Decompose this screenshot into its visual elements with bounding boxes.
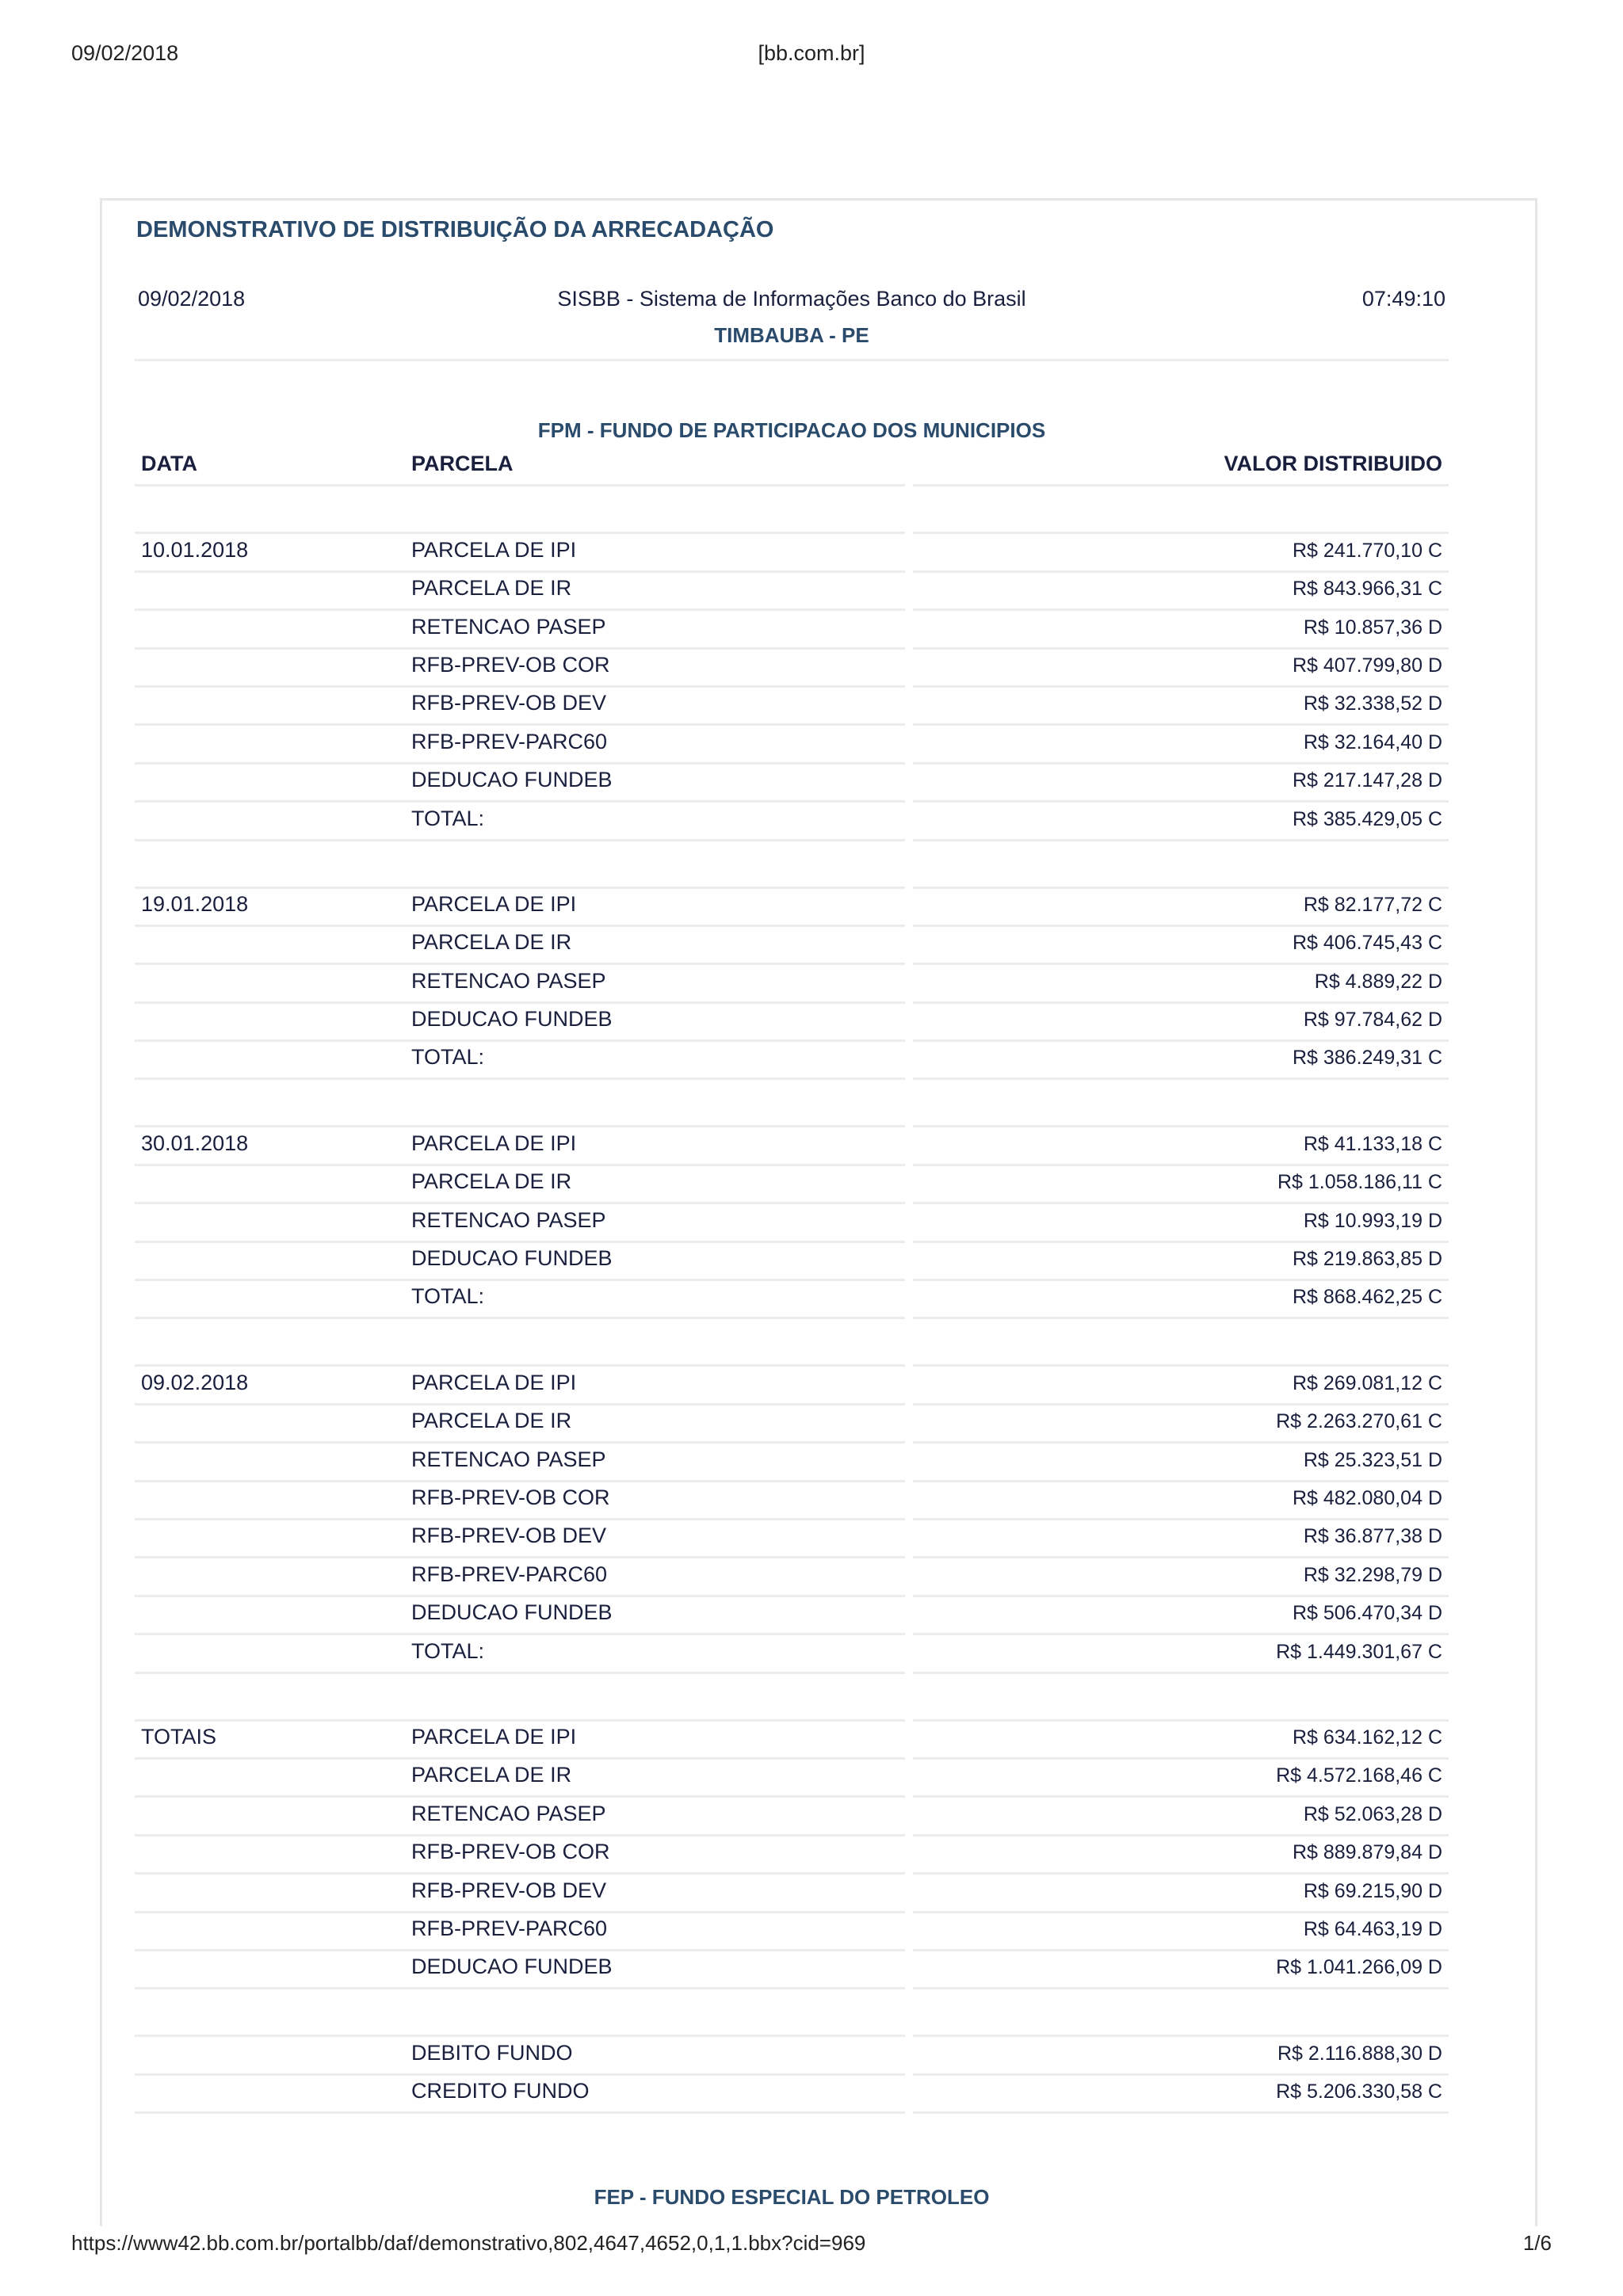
row-valor: R$ 889.879,84 D <box>1292 1841 1442 1864</box>
row-date: 10.01.2018 <box>141 537 249 562</box>
row-valor: R$ 52.063,28 D <box>1303 1802 1442 1825</box>
row-parcela: DEDUCAO FUNDEB <box>411 1600 613 1625</box>
row-valor: R$ 32.298,79 D <box>1303 1563 1442 1586</box>
row-parcela: RETENCAO PASEP <box>411 1207 606 1232</box>
row-parcela: DEDUCAO FUNDEB <box>411 1955 613 1979</box>
municipio-name: TIMBAUBA - PE <box>714 323 869 347</box>
table-row <box>135 1913 1449 1951</box>
table-row <box>135 1281 1449 1319</box>
row-valor: R$ 69.215,90 D <box>1303 1879 1442 1902</box>
row-parcela: RETENCAO PASEP <box>411 1447 606 1471</box>
row-valor: R$ 1.058.186,11 C <box>1277 1171 1442 1194</box>
row-parcela: RETENCAO PASEP <box>411 1801 606 1825</box>
table-header <box>135 448 1449 486</box>
table-row <box>135 1635 1449 1673</box>
row-parcela: PARCELA DE IPI <box>411 1370 577 1394</box>
row-valor: R$ 41.133,18 C <box>1303 1132 1442 1155</box>
row-valor: R$ 97.784,62 D <box>1303 1009 1442 1032</box>
table-row <box>135 1444 1449 1482</box>
print-url: https://www42.bb.com.br/portalbb/daf/demonstrativo,802,4647,4652,0,1,1.bbx?cid=969 <box>71 2231 866 2255</box>
table-row <box>135 965 1449 1003</box>
table-row <box>135 1760 1449 1798</box>
row-parcela: RFB-PREV-OB DEV <box>411 691 607 715</box>
row-valor: R$ 25.323,51 D <box>1303 1448 1442 1471</box>
row-valor: R$ 64.463,19 D <box>1303 1917 1442 1940</box>
row-parcela: RFB-PREV-OB COR <box>411 1840 610 1864</box>
table-row <box>135 1204 1449 1242</box>
table-row <box>135 927 1449 965</box>
fep-section-title: FEP - FUNDO ESPECIAL DO PETROLEO <box>594 2185 990 2209</box>
row-parcela: DEDUCAO FUNDEB <box>411 1246 613 1271</box>
row-parcela: TOTAL: <box>411 1638 485 1663</box>
row-parcela: TOTAL: <box>411 1284 485 1309</box>
table-row <box>135 765 1449 803</box>
table-row <box>135 1367 1449 1405</box>
row-parcela: RFB-PREV-PARC60 <box>411 729 608 753</box>
print-site: [bb.com.br] <box>758 41 865 65</box>
row-valor: R$ 407.799,80 D <box>1292 654 1442 677</box>
row-parcela: RFB-PREV-OB COR <box>411 1485 610 1509</box>
row-parcela: DEDUCAO FUNDEB <box>411 1007 613 1032</box>
print-header <box>71 41 1552 70</box>
group-spacer <box>135 1674 1449 1722</box>
row-valor: R$ 217.147,28 D <box>1292 769 1442 792</box>
group-spacer <box>135 1319 1449 1367</box>
row-valor: R$ 2.116.888,30 D <box>1277 2042 1442 2065</box>
row-parcela: PARCELA DE IR <box>411 1763 572 1787</box>
row-parcela: DEDUCAO FUNDEB <box>411 768 613 792</box>
row-valor: R$ 386.249,31 C <box>1292 1047 1442 1070</box>
group-spacer <box>135 1989 1449 2037</box>
row-parcela: PARCELA DE IR <box>411 930 572 955</box>
print-page: 1/6 <box>1522 2231 1552 2255</box>
row-valor: R$ 4.889,22 D <box>1314 970 1442 993</box>
row-valor: R$ 406.745,43 C <box>1292 932 1442 955</box>
table-row <box>135 534 1449 572</box>
row-parcela: CREDITO FUNDO <box>411 2079 590 2103</box>
table-row <box>135 726 1449 764</box>
table-row <box>135 650 1449 688</box>
table-row <box>135 803 1449 841</box>
row-parcela: RETENCAO PASEP <box>411 968 606 993</box>
table-row <box>135 1042 1449 1080</box>
table-row <box>135 1166 1449 1204</box>
table-row <box>135 1520 1449 1558</box>
row-valor: R$ 219.863,85 D <box>1292 1248 1442 1271</box>
row-date: TOTAIS <box>141 1724 217 1749</box>
row-valor: R$ 269.081,12 C <box>1292 1371 1442 1394</box>
row-parcela: RFB-PREV-OB DEV <box>411 1524 607 1548</box>
table-row <box>135 2037 1449 2075</box>
table-row <box>135 1875 1449 1913</box>
row-parcela: PARCELA DE IPI <box>411 537 577 562</box>
row-date: 30.01.2018 <box>141 1131 249 1155</box>
header-parcela: PARCELA <box>411 452 514 476</box>
row-parcela: RFB-PREV-PARC60 <box>411 1562 608 1586</box>
row-date: 19.01.2018 <box>141 891 249 916</box>
row-valor: R$ 482.080,04 D <box>1292 1486 1442 1509</box>
row-valor: R$ 2.263.270,61 C <box>1276 1410 1442 1433</box>
group-spacer <box>135 1080 1449 1127</box>
row-parcela: TOTAL: <box>411 806 485 830</box>
row-parcela: RFB-PREV-OB DEV <box>411 1878 607 1902</box>
report-system: SISBB - Sistema de Informações Banco do Brasil <box>557 287 1026 311</box>
print-date: 09/02/2018 <box>71 41 179 65</box>
table-row <box>135 889 1449 927</box>
table-row <box>135 573 1449 611</box>
table-row <box>135 1558 1449 1596</box>
row-valor: R$ 82.177,72 C <box>1303 893 1442 916</box>
row-valor: R$ 32.338,52 D <box>1303 692 1442 715</box>
fpm-table <box>135 448 1449 2114</box>
row-valor: R$ 5.206.330,58 C <box>1276 2081 1442 2103</box>
table-row <box>135 1798 1449 1836</box>
header-data: DATA <box>141 452 197 476</box>
table-row <box>135 611 1449 649</box>
row-valor: R$ 385.429,05 C <box>1292 807 1442 830</box>
row-valor: R$ 1.041.266,09 D <box>1276 1956 1442 1979</box>
row-parcela: RETENCAO PASEP <box>411 614 606 639</box>
row-valor: R$ 843.966,31 C <box>1292 578 1442 601</box>
table-row <box>135 1836 1449 1875</box>
row-valor: R$ 10.857,36 D <box>1303 616 1442 639</box>
row-parcela: PARCELA DE IR <box>411 576 572 601</box>
group-spacer <box>135 841 1449 889</box>
row-valor: R$ 868.462,25 C <box>1292 1286 1442 1309</box>
table-row <box>135 1482 1449 1520</box>
row-parcela: RFB-PREV-PARC60 <box>411 1916 608 1940</box>
table-row <box>135 688 1449 726</box>
group-spacer <box>135 486 1449 534</box>
row-valor: R$ 32.164,40 D <box>1303 730 1442 753</box>
table-row <box>135 2076 1449 2114</box>
row-valor: R$ 4.572.168,46 C <box>1276 1764 1442 1787</box>
row-valor: R$ 1.449.301,67 C <box>1276 1640 1442 1663</box>
row-parcela: DEBITO FUNDO <box>411 2040 573 2065</box>
row-valor: R$ 241.770,10 C <box>1292 539 1442 562</box>
table-row <box>135 1243 1449 1281</box>
table-row <box>135 1722 1449 1760</box>
table-row <box>135 1951 1449 1989</box>
row-parcela: PARCELA DE IR <box>411 1409 572 1433</box>
row-valor: R$ 506.470,34 D <box>1292 1602 1442 1625</box>
report-meta <box>135 287 1449 315</box>
table-row <box>135 1405 1449 1444</box>
row-parcela: PARCELA DE IPI <box>411 1724 577 1749</box>
table-row <box>135 1127 1449 1165</box>
table-row <box>135 1597 1449 1635</box>
header-valor: VALOR DISTRIBUIDO <box>1224 452 1442 476</box>
row-parcela: PARCELA DE IPI <box>411 1131 577 1155</box>
row-valor: R$ 36.877,38 D <box>1303 1525 1442 1548</box>
row-valor: R$ 10.993,19 D <box>1303 1209 1442 1232</box>
row-parcela: PARCELA DE IR <box>411 1169 572 1194</box>
row-valor: R$ 634.162,12 C <box>1292 1726 1442 1749</box>
row-parcela: PARCELA DE IPI <box>411 891 577 916</box>
print-footer <box>71 2231 1552 2260</box>
report-date: 09/02/2018 <box>138 287 246 311</box>
report-title: DEMONSTRATIVO DE DISTRIBUIÇÃO DA ARRECADAÇÃO <box>136 217 774 242</box>
divider <box>135 359 1449 361</box>
row-parcela: TOTAL: <box>411 1045 485 1070</box>
table-row <box>135 1004 1449 1042</box>
report-time: 07:49:10 <box>1361 287 1445 311</box>
row-parcela: RFB-PREV-OB COR <box>411 652 610 677</box>
fpm-section-title: FPM - FUNDO DE PARTICIPACAO DOS MUNICIPIOS <box>537 418 1046 442</box>
row-date: 09.02.2018 <box>141 1370 249 1394</box>
